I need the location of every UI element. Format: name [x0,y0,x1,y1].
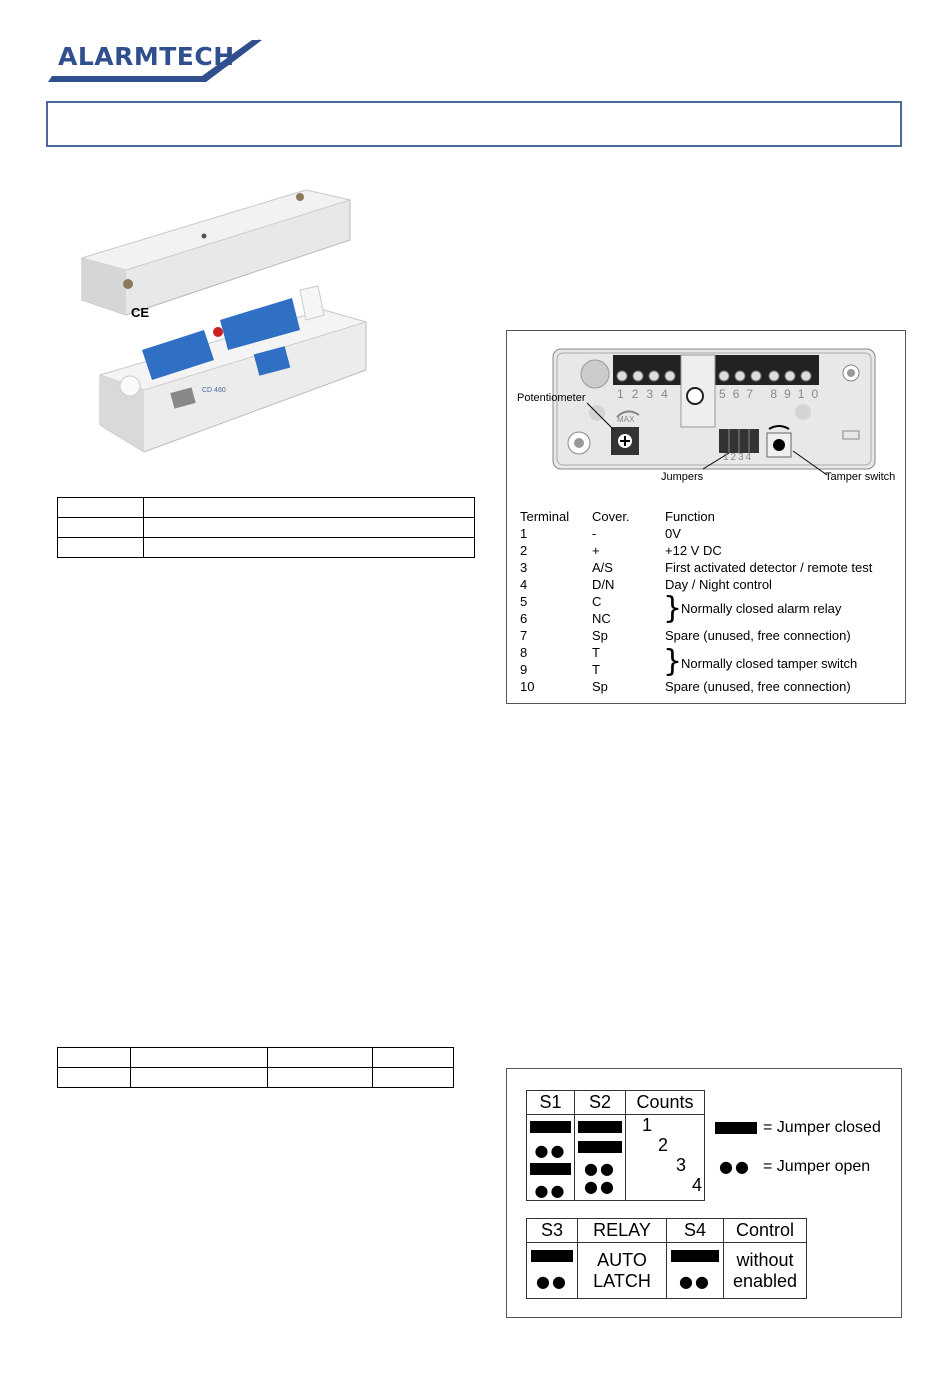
terminal-row-4-function: Day / Night control [665,577,772,592]
legend-open-dots: ●● [719,1157,751,1176]
terminal-row-4-number: 4 [520,577,528,592]
settings-table [57,1047,454,1088]
header-control: Control [724,1219,807,1243]
terminal-row-3-number: 3 [520,560,528,575]
terminal-row-8-cover: T [592,645,600,660]
terminal-row-9-number: 9 [520,662,528,677]
terminal-row-10-function: Spare (unused, free connection) [665,679,851,694]
jumper-diagram [506,1068,902,1318]
header-cover: Cover. [592,509,630,524]
legend-closed-bar [715,1122,757,1134]
terminal-row-4-cover: D/N [592,577,615,592]
terminal-row-1-function: 0V [665,526,681,541]
terminal-row-6-number: 6 [520,611,528,626]
terminal-row-9-cover: T [592,662,600,677]
legend-closed: = Jumper closed [763,1119,881,1136]
header-s1: S1 [527,1091,575,1115]
count-4: 4 [692,1175,703,1195]
terminal-row-1-cover: - [592,526,597,541]
terminal-row-2-cover: + [592,543,600,558]
header-s3: S3 [527,1219,578,1243]
terminal-row-7-number: 7 [520,628,528,643]
terminal-row-3-cover: A/S [592,560,613,575]
terminal-diagram [506,330,906,704]
tamper-switch-label: Tamper switch [825,471,896,483]
control-column [724,1243,807,1299]
counts-jumper-table [526,1090,705,1201]
header-s4: S4 [667,1219,724,1243]
relay-brace: } [663,591,683,626]
terminal-row-7-cover: Sp [592,628,608,643]
alarmtech-logo [46,38,266,88]
relay-column [578,1243,667,1299]
max-label: MAX [617,415,635,424]
svg-text:CD 460: CD 460 [202,387,226,394]
relay-group-label: Normally closed alarm relay [681,601,842,616]
terminal-row-3-function: First activated detector / remote test [665,560,873,575]
terminal-row-10-cover: Sp [592,679,608,694]
control-without: without [736,1249,794,1270]
terminal-row-1-number: 1 [520,526,528,541]
terminal-row-2-number: 2 [520,543,528,558]
terminal-row-5-number: 5 [520,594,528,609]
counts-column [626,1115,705,1201]
product-photo [74,180,374,465]
spec-table [57,497,475,558]
terminal-row-10-number: 10 [520,679,535,694]
legend-open: = Jumper open [763,1158,871,1175]
s4-column: ●● [667,1243,724,1299]
header-function: Function [665,509,715,524]
relay-control-table [526,1218,807,1299]
terminal-row-2-function: +12 V DC [665,543,722,558]
svg-text:CE: CE [131,305,150,320]
terminal-numbers-left: 1234 [617,387,676,401]
header-relay: RELAY [578,1219,667,1243]
potentiometer-label: Potentiometer [517,392,586,404]
terminal-row-6-cover: NC [592,611,611,626]
terminal-row-5-cover: C [592,594,602,609]
s3-column: ●● [527,1243,578,1299]
terminal-row-8-number: 8 [520,645,528,660]
count-1: 1 [642,1115,653,1135]
terminal-row-7-function: Spare (unused, free connection) [665,628,851,643]
tamper-group-label: Normally closed tamper switch [681,656,858,671]
relay-auto: AUTO [597,1249,647,1270]
logo-text: ALARMTECH [58,42,235,71]
title-box [46,101,902,147]
header-counts: Counts [626,1091,705,1115]
s2-column: ●● ●● [575,1115,626,1201]
relay-latch: LATCH [593,1270,651,1291]
jumpers-label: Jumpers [661,471,704,483]
header-s2: S2 [575,1091,626,1115]
control-enabled: enabled [732,1270,798,1291]
terminal-numbers-right: 567 8910 [719,387,826,401]
tamper-brace: } [663,644,683,679]
s1-column: ●● ●● [527,1115,575,1201]
count-2: 2 [658,1135,669,1155]
jumper-numbers: 1234 [723,452,754,463]
header-terminal: Terminal [520,509,570,524]
count-3: 3 [676,1155,687,1175]
board-illustration [507,331,905,481]
